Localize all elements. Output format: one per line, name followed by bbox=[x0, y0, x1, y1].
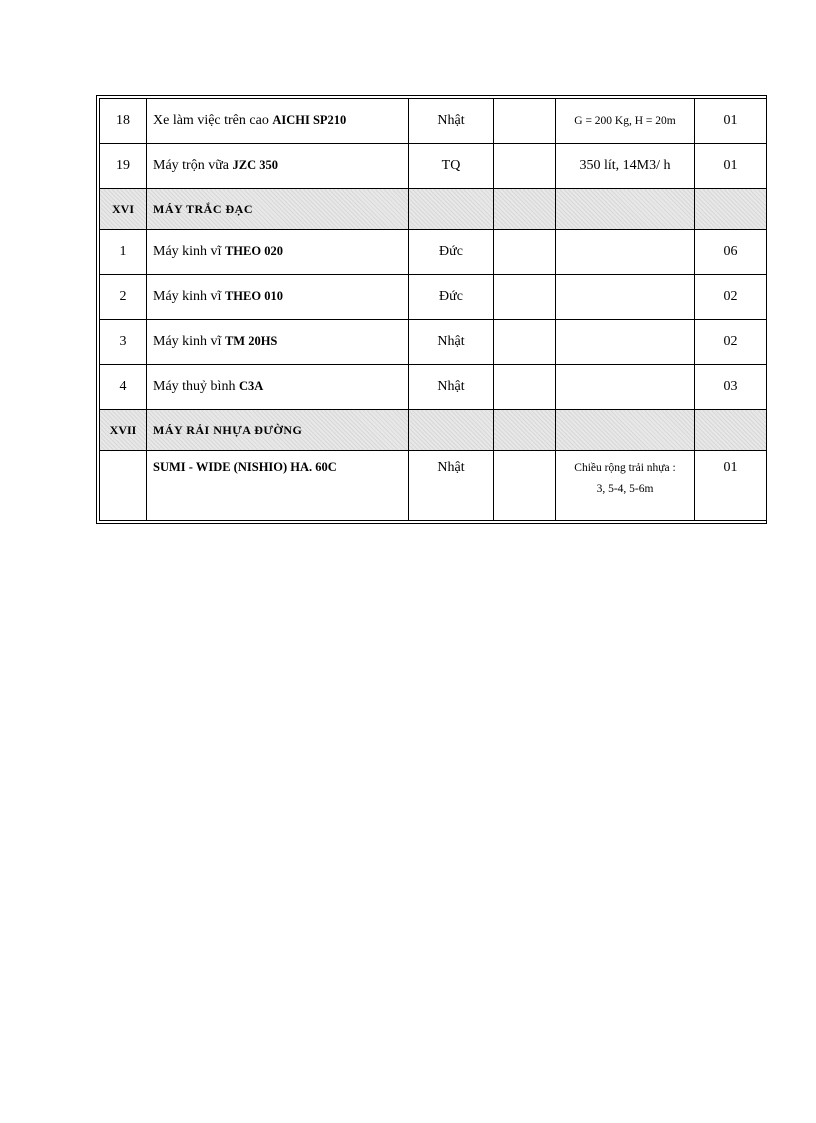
empty-cell bbox=[556, 189, 695, 230]
origin: Đức bbox=[409, 275, 494, 320]
row-number bbox=[100, 451, 147, 521]
section-number: XVII bbox=[100, 410, 147, 451]
specification bbox=[556, 230, 695, 275]
empty-cell bbox=[695, 410, 767, 451]
equipment-model: AICHI SP210 bbox=[272, 113, 347, 127]
origin: Đức bbox=[409, 230, 494, 275]
table-row bbox=[100, 275, 767, 320]
equipment-model: JZC 350 bbox=[232, 158, 279, 172]
equipment-model: C3A bbox=[238, 379, 264, 393]
empty-cell bbox=[409, 189, 494, 230]
row-number: 4 bbox=[100, 365, 147, 410]
section-row bbox=[100, 189, 767, 230]
equipment-name: Máy kinh vĩ TM 20HS bbox=[147, 320, 409, 365]
specification bbox=[556, 275, 695, 320]
equipment-name: Máy kinh vĩ THEO 010 bbox=[147, 275, 409, 320]
section-row bbox=[100, 410, 767, 451]
specification bbox=[556, 365, 695, 410]
equipment-name: Máy trộn vữa JZC 350 bbox=[147, 144, 409, 189]
origin: Nhật bbox=[409, 365, 494, 410]
equipment-model: SUMI - WIDE (NISHIO) HA. 60C bbox=[153, 460, 337, 474]
table-row bbox=[100, 99, 767, 144]
equipment-name: Máy thuỷ bình C3A bbox=[147, 365, 409, 410]
quantity: 06 bbox=[695, 230, 767, 275]
quantity: 01 bbox=[695, 99, 767, 144]
equipment-model: THEO 020 bbox=[224, 244, 283, 258]
empty-cell bbox=[494, 189, 556, 230]
origin: TQ bbox=[409, 144, 494, 189]
quantity: 03 bbox=[695, 365, 767, 410]
equipment-model: THEO 010 bbox=[224, 289, 283, 303]
row-number: 3 bbox=[100, 320, 147, 365]
spec-line-2: 3, 5-4, 5-6m bbox=[596, 483, 654, 495]
equipment-name bbox=[147, 451, 409, 521]
specification bbox=[556, 320, 695, 365]
blank-cell bbox=[494, 365, 556, 410]
empty-cell bbox=[695, 189, 767, 230]
row-number: 18 bbox=[100, 99, 147, 144]
empty-cell bbox=[556, 410, 695, 451]
specification: G = 200 Kg, H = 20m bbox=[556, 99, 695, 144]
equipment-table bbox=[99, 98, 767, 521]
blank-cell bbox=[494, 320, 556, 365]
table-row bbox=[100, 230, 767, 275]
blank-cell bbox=[494, 275, 556, 320]
origin: Nhật bbox=[409, 451, 494, 521]
specification bbox=[556, 451, 695, 521]
blank-cell bbox=[494, 144, 556, 189]
table-row bbox=[100, 451, 767, 521]
spec-line-1: Chiều rộng trải nhựa : bbox=[574, 462, 676, 474]
blank-cell bbox=[494, 230, 556, 275]
quantity: 01 bbox=[695, 144, 767, 189]
origin: Nhật bbox=[409, 320, 494, 365]
section-number: XVI bbox=[100, 189, 147, 230]
row-number: 2 bbox=[100, 275, 147, 320]
equipment-table-frame bbox=[96, 95, 767, 524]
row-number: 1 bbox=[100, 230, 147, 275]
origin: Nhật bbox=[409, 99, 494, 144]
empty-cell bbox=[494, 410, 556, 451]
empty-cell bbox=[409, 410, 494, 451]
equipment-model: TM 20HS bbox=[224, 334, 278, 348]
section-title: MÁY RẢI NHỰA ĐƯỜNG bbox=[147, 410, 409, 451]
equipment-name: Máy kinh vĩ THEO 020 bbox=[147, 230, 409, 275]
section-title: MÁY TRẮC ĐẠC bbox=[147, 189, 409, 230]
table-row bbox=[100, 144, 767, 189]
specification: 350 lít, 14M3/ h bbox=[556, 144, 695, 189]
equipment-name: Xe làm việc trên cao AICHI SP210 bbox=[147, 99, 409, 144]
row-number: 19 bbox=[100, 144, 147, 189]
quantity: 01 bbox=[695, 451, 767, 521]
blank-cell bbox=[494, 99, 556, 144]
quantity: 02 bbox=[695, 320, 767, 365]
table-row bbox=[100, 320, 767, 365]
blank-cell bbox=[494, 451, 556, 521]
quantity: 02 bbox=[695, 275, 767, 320]
table-row bbox=[100, 365, 767, 410]
